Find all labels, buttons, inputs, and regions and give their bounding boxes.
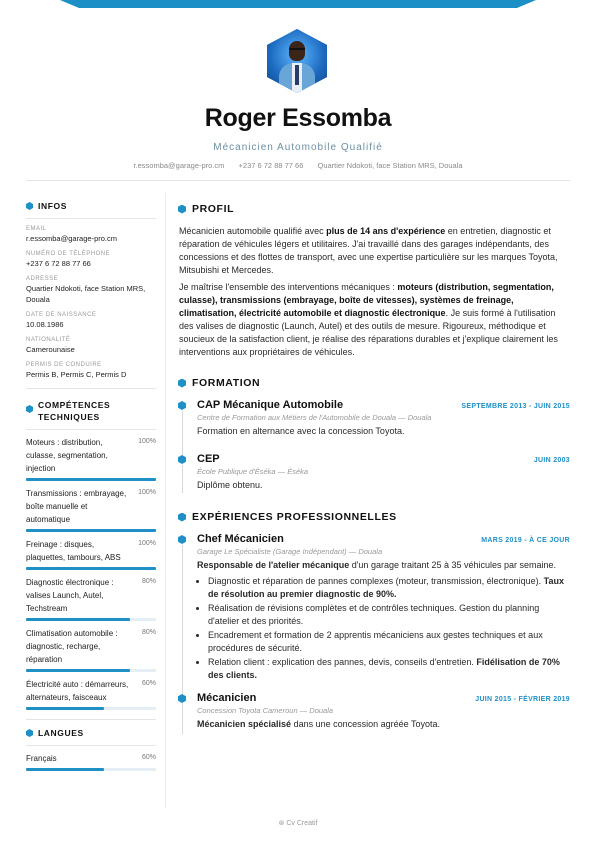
entry-desc: Formation en alternance avec la concession Toyota. xyxy=(197,426,405,436)
skill-level-bar xyxy=(26,567,156,570)
skill-percent: 60% xyxy=(141,680,156,687)
skills-list xyxy=(26,436,156,710)
hexagon-bullet-icon xyxy=(178,205,186,214)
formation-entry xyxy=(178,399,570,438)
hexagon-bullet-icon xyxy=(178,513,186,522)
skill-item xyxy=(26,627,156,672)
entry-date: MARS 2019 - À CE JOUR xyxy=(481,537,570,544)
skill-item xyxy=(26,678,156,710)
skill-label: Électricité auto : démarreurs, alternateurs, faisceaux xyxy=(26,680,129,702)
candidate-name: Roger Essomba xyxy=(204,104,392,132)
contact-phone[interactable]: +237 6 72 88 77 66 xyxy=(238,161,304,170)
skill-percent: 100% xyxy=(138,489,156,496)
info-value: Permis B, Permis C, Permis D xyxy=(26,370,127,379)
entry-desc: Mécanicien spécialisé dans une concession agréée Toyota. xyxy=(197,719,441,729)
profile-heading: PROFIL xyxy=(178,203,570,215)
entry-title: CAP Mécanique Automobile xyxy=(197,399,344,411)
responsibilities-list xyxy=(197,575,570,682)
info-value[interactable]: r.essomba@garage-pro.cm xyxy=(26,234,117,243)
list-item: • Relation client : explication des pannes, devis, conseils d'entretien. Fidélisation de 70% des clients. xyxy=(208,656,570,682)
main-content xyxy=(178,203,570,731)
list-item: • Diagnostic et réparation de pannes complexes (moteur, transmission, électronique). Taux de résolution au premier diagnostic de 90%. xyxy=(208,575,570,601)
entry-org: Centre de Formation aux Métiers de l'Automobile de Douala — Douala xyxy=(197,413,432,422)
skill-level-fill xyxy=(26,529,156,532)
entry-date: JUIN 2003 xyxy=(533,457,570,464)
contact-line xyxy=(0,161,596,170)
timeline-node-icon xyxy=(178,401,186,410)
infos-heading: INFOS xyxy=(26,201,156,211)
info-value[interactable]: +237 6 72 88 77 66 xyxy=(26,259,91,268)
contact-address: Quartier Ndokoti, face Station MRS, Douala xyxy=(317,161,463,170)
skill-level-bar xyxy=(26,618,156,621)
sidebar xyxy=(26,201,156,771)
entry-date: SEPTEMBRE 2013 - JUIN 2015 xyxy=(461,403,570,410)
skill-item xyxy=(26,538,156,570)
skill-percent: 100% xyxy=(138,438,156,445)
skill-label: Climatisation automobile : diagnostic, recharge, réparation xyxy=(26,629,118,664)
header-accent-bar xyxy=(60,0,536,8)
skill-level-fill xyxy=(26,618,130,621)
skill-level-bar xyxy=(26,669,156,672)
skill-level-fill xyxy=(26,478,156,481)
contact-email[interactable]: r.essomba@garage-pro.cm xyxy=(133,161,225,170)
profile-paragraph-2: Je maîtrise l'ensemble des interventions mécaniques : moteurs (distribution, segmentation, culasse), transmissions (embrayage, boîte de vitesses), systèmes de freinage, climatisation, électricité automobile et diagnostic électronique. Je suis formé à l'utilisation des valises de diagnostic (Launch, Autel) et des outils de mesure. Rigoureux, méthodique et soucieux de la satisfaction client, je réalise des réparations durables et j'explique clairement les interventions aux propriétaires de véhicules. xyxy=(179,282,558,357)
skill-percent: 80% xyxy=(141,578,156,585)
entry-title: CEP xyxy=(197,453,220,465)
hexagon-bullet-icon xyxy=(178,379,186,388)
formation-entry xyxy=(178,453,570,492)
entry-date: JUIN 2015 - FÉVRIER 2019 xyxy=(475,696,570,703)
timeline-node-icon xyxy=(178,455,186,464)
hexagon-bullet-icon xyxy=(26,202,33,210)
entry-desc: Responsable de l'atelier mécanique d'un garage traitant 25 à 35 véhicules par semaine. xyxy=(197,560,557,570)
skills-heading: COMPÉTENCES TECHNIQUES xyxy=(26,399,156,423)
info-label: EMAIL xyxy=(26,226,47,232)
skill-level-bar xyxy=(26,768,156,771)
skill-item xyxy=(26,487,156,532)
skill-level-bar xyxy=(26,529,156,532)
skill-level-fill xyxy=(26,707,104,710)
skill-percent: 100% xyxy=(138,540,156,547)
info-label: NUMÉRO DE TÉLÉPHONE xyxy=(26,251,111,257)
skill-label: Freinage : disques, plaquettes, tambours, ABS xyxy=(26,540,121,562)
skill-level-bar xyxy=(26,707,156,710)
entry-title: Mécanicien xyxy=(197,692,257,704)
header-divider xyxy=(26,180,570,181)
skill-level-fill xyxy=(26,768,104,771)
profile-paragraph-1: Mécanicien automobile qualifié avec plus de 14 ans d'expérience en entretien, diagnostic et réparation de véhicules légers et utilitaires. J'ai travaillé dans des garages indépendants, des concessions et des flottes de transport, avec une expertise particulière sur les marques Toyota, Mitsubishi et Mercedes. xyxy=(179,226,558,275)
experience-entry xyxy=(178,533,570,682)
info-value: 10.08.1986 xyxy=(26,320,64,329)
entry-org: Concession Toyota Cameroun — Douala xyxy=(197,706,334,715)
entry-desc: Diplôme obtenu. xyxy=(197,480,263,490)
languages-list xyxy=(26,752,156,771)
hexagon-bullet-icon xyxy=(26,405,33,413)
info-label: DATE DE NAISSANCE xyxy=(26,312,97,318)
timeline-node-icon xyxy=(178,535,186,544)
formation-heading: FORMATION xyxy=(178,377,570,389)
entry-org: Garage Le Spécialiste (Garage Indépendant) — Douala xyxy=(197,547,383,556)
languages-heading: LANGUES xyxy=(26,728,156,738)
skill-label: Français xyxy=(26,754,57,763)
entry-org: École Publique d'Éséka — Éséka xyxy=(197,467,309,476)
job-title: Mécanicien Automobile Qualifié xyxy=(213,142,383,153)
footer-credit: ⊛ Cv Creatif xyxy=(278,820,318,827)
experience-entry xyxy=(178,692,570,731)
profile-photo xyxy=(267,29,327,93)
info-label: NATIONALITÉ xyxy=(26,337,71,343)
entry-title: Chef Mécanicien xyxy=(197,533,284,545)
skill-percent: 80% xyxy=(141,629,156,636)
list-item: • Réalisation de révisions complètes et de contrôles techniques. Gestion du planning d'atelier et des priorités. xyxy=(208,602,570,628)
infos-list xyxy=(26,226,156,380)
info-value: Camerounaise xyxy=(26,345,75,354)
info-value: Quartier Ndokoti, face Station MRS, Douala xyxy=(26,284,146,304)
column-divider xyxy=(165,193,166,808)
skill-label: Moteurs : distribution, culasse, segmentation, injection xyxy=(26,438,108,473)
skill-level-fill xyxy=(26,567,156,570)
skill-label: Transmissions : embrayage, boîte manuelle et automatique xyxy=(26,489,127,524)
skill-item xyxy=(26,752,156,771)
hexagon-bullet-icon xyxy=(26,729,33,737)
list-item: • Encadrement et formation de 2 apprentis mécaniciens aux gestes techniques et aux procédures de sécurité. xyxy=(208,629,570,655)
skill-level-fill xyxy=(26,669,130,672)
skill-percent: 60% xyxy=(141,754,156,761)
experience-heading: EXPÉRIENCES PROFESSIONNELLES xyxy=(178,511,570,523)
skill-item xyxy=(26,436,156,481)
timeline-node-icon xyxy=(178,694,186,703)
info-label: PERMIS DE CONDUIRE xyxy=(26,362,102,368)
info-label: ADRESSE xyxy=(26,276,59,282)
skill-level-bar xyxy=(26,478,156,481)
skill-item xyxy=(26,576,156,621)
skill-label: Diagnostic électronique : valises Launch, Autel, Techstream xyxy=(26,578,114,613)
